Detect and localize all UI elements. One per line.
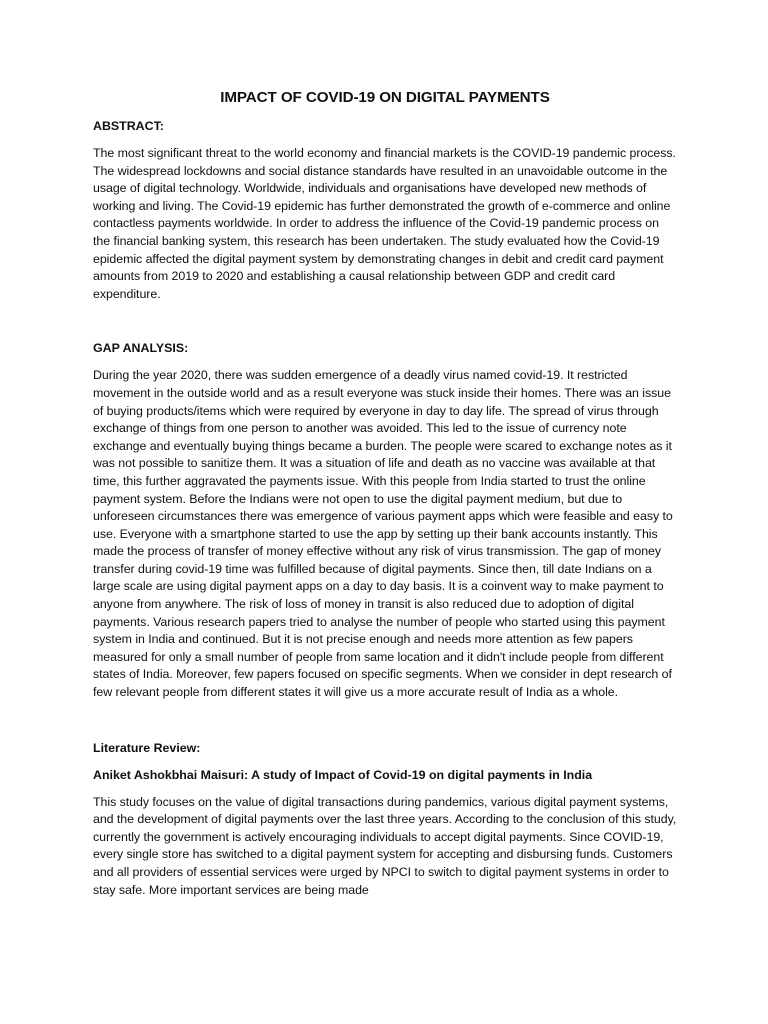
document-content	[93, 86, 677, 899]
section-spacer	[93, 702, 677, 740]
abstract-heading: ABSTRACT:	[93, 119, 164, 133]
abstract-paragraph: The most significant threat to the world economy and financial markets is the COVID-19 pandemic process. The widespread lockdowns and social distance standards have resulted in an unavoidable outcome in the usage of digital technology. Worldwide, individuals and organisations have developed new methods of working and living. The Covid-19 epidemic has further demonstrated the growth of e-commerce and online contactless payments worldwide. In order to address the influence of the Covid-19 pandemic process on the financial banking system, this research has been undertaken. The study evaluated how the Covid-19 epidemic affected the digital payment system by demonstrating changes in debit and credit card payment amounts from 2019 to 2020 and establishing a causal relationship between GDP and credit card expenditure.	[93, 146, 676, 301]
literature-review-subheading: Aniket Ashokbhai Maisuri: A study of Impact of Covid-19 on digital payments in India	[93, 767, 593, 782]
gap-analysis-heading: GAP ANALYSIS:	[93, 341, 189, 356]
literature-review-heading: Literature Review:	[93, 740, 201, 755]
gap-analysis-paragraph: During the year 2020, there was sudden emergence of a deadly virus named covid-19. It restricted movement in the outside world and as a result everyone was stuck inside their homes. There was an issue of buying products/items which were required by everyone in day to day life. The spread of virus through exchange of things from one person to another was avoided. This led to the issue of currency note exchange and eventually buying things became a burden. The people were scared to exchange notes as it was not possible to sanitize them. It was a situation of life and death as no vaccine was available at that time, this further aggravated the payments issue. With this people from India started to trust the online payment system. Before the Indians were not open to use the digital payment medium, but due to unforeseen circumstances there was emergence of various payment apps which were feasible and easy to use. Everyone with a smartphone started to use the app by setting up their bank accounts instantly. This made the process of transfer of money effective without any risk of virus transmission. The gap of money transfer during covid-19 time was fulfilled because of digital payments. Since then, till date Indians on a large scale are using digital payment apps on a day to day basis. It is a coinvent way to make payment to anyone from anywhere. The risk of loss of money in transit is also reduced due to adoption of digital payments. Various research papers tried to analyse the number of people who started using this payment system in India and continued. But it is not precise enough and needs more attention as few papers measured for only a small number of people from same location and it didn't include people from different states of India. Moreover, few papers focused on specific segments. When we consider in dept research of few relevant people from different states it will give us a more accurate result of India as a whole.	[93, 368, 673, 700]
literature-review-paragraph: This study focuses on the value of digital transactions during pandemics, various digital payment systems, and the development of digital payments over the last three years. According to the conclusion of this study, currently the government is actively encouraging individuals to accept digital payments. Since COVID-19, every single store has switched to a digital payment system for accepting and disbursing funds. Customers and all providers of essential services were urged by NPCI to switch to digital payment systems in order to stay safe. More important services are being made	[93, 794, 677, 897]
document-title: IMPACT OF COVID-19 ON DIGITAL PAYMENTS	[220, 89, 550, 106]
section-spacer	[93, 303, 677, 340]
